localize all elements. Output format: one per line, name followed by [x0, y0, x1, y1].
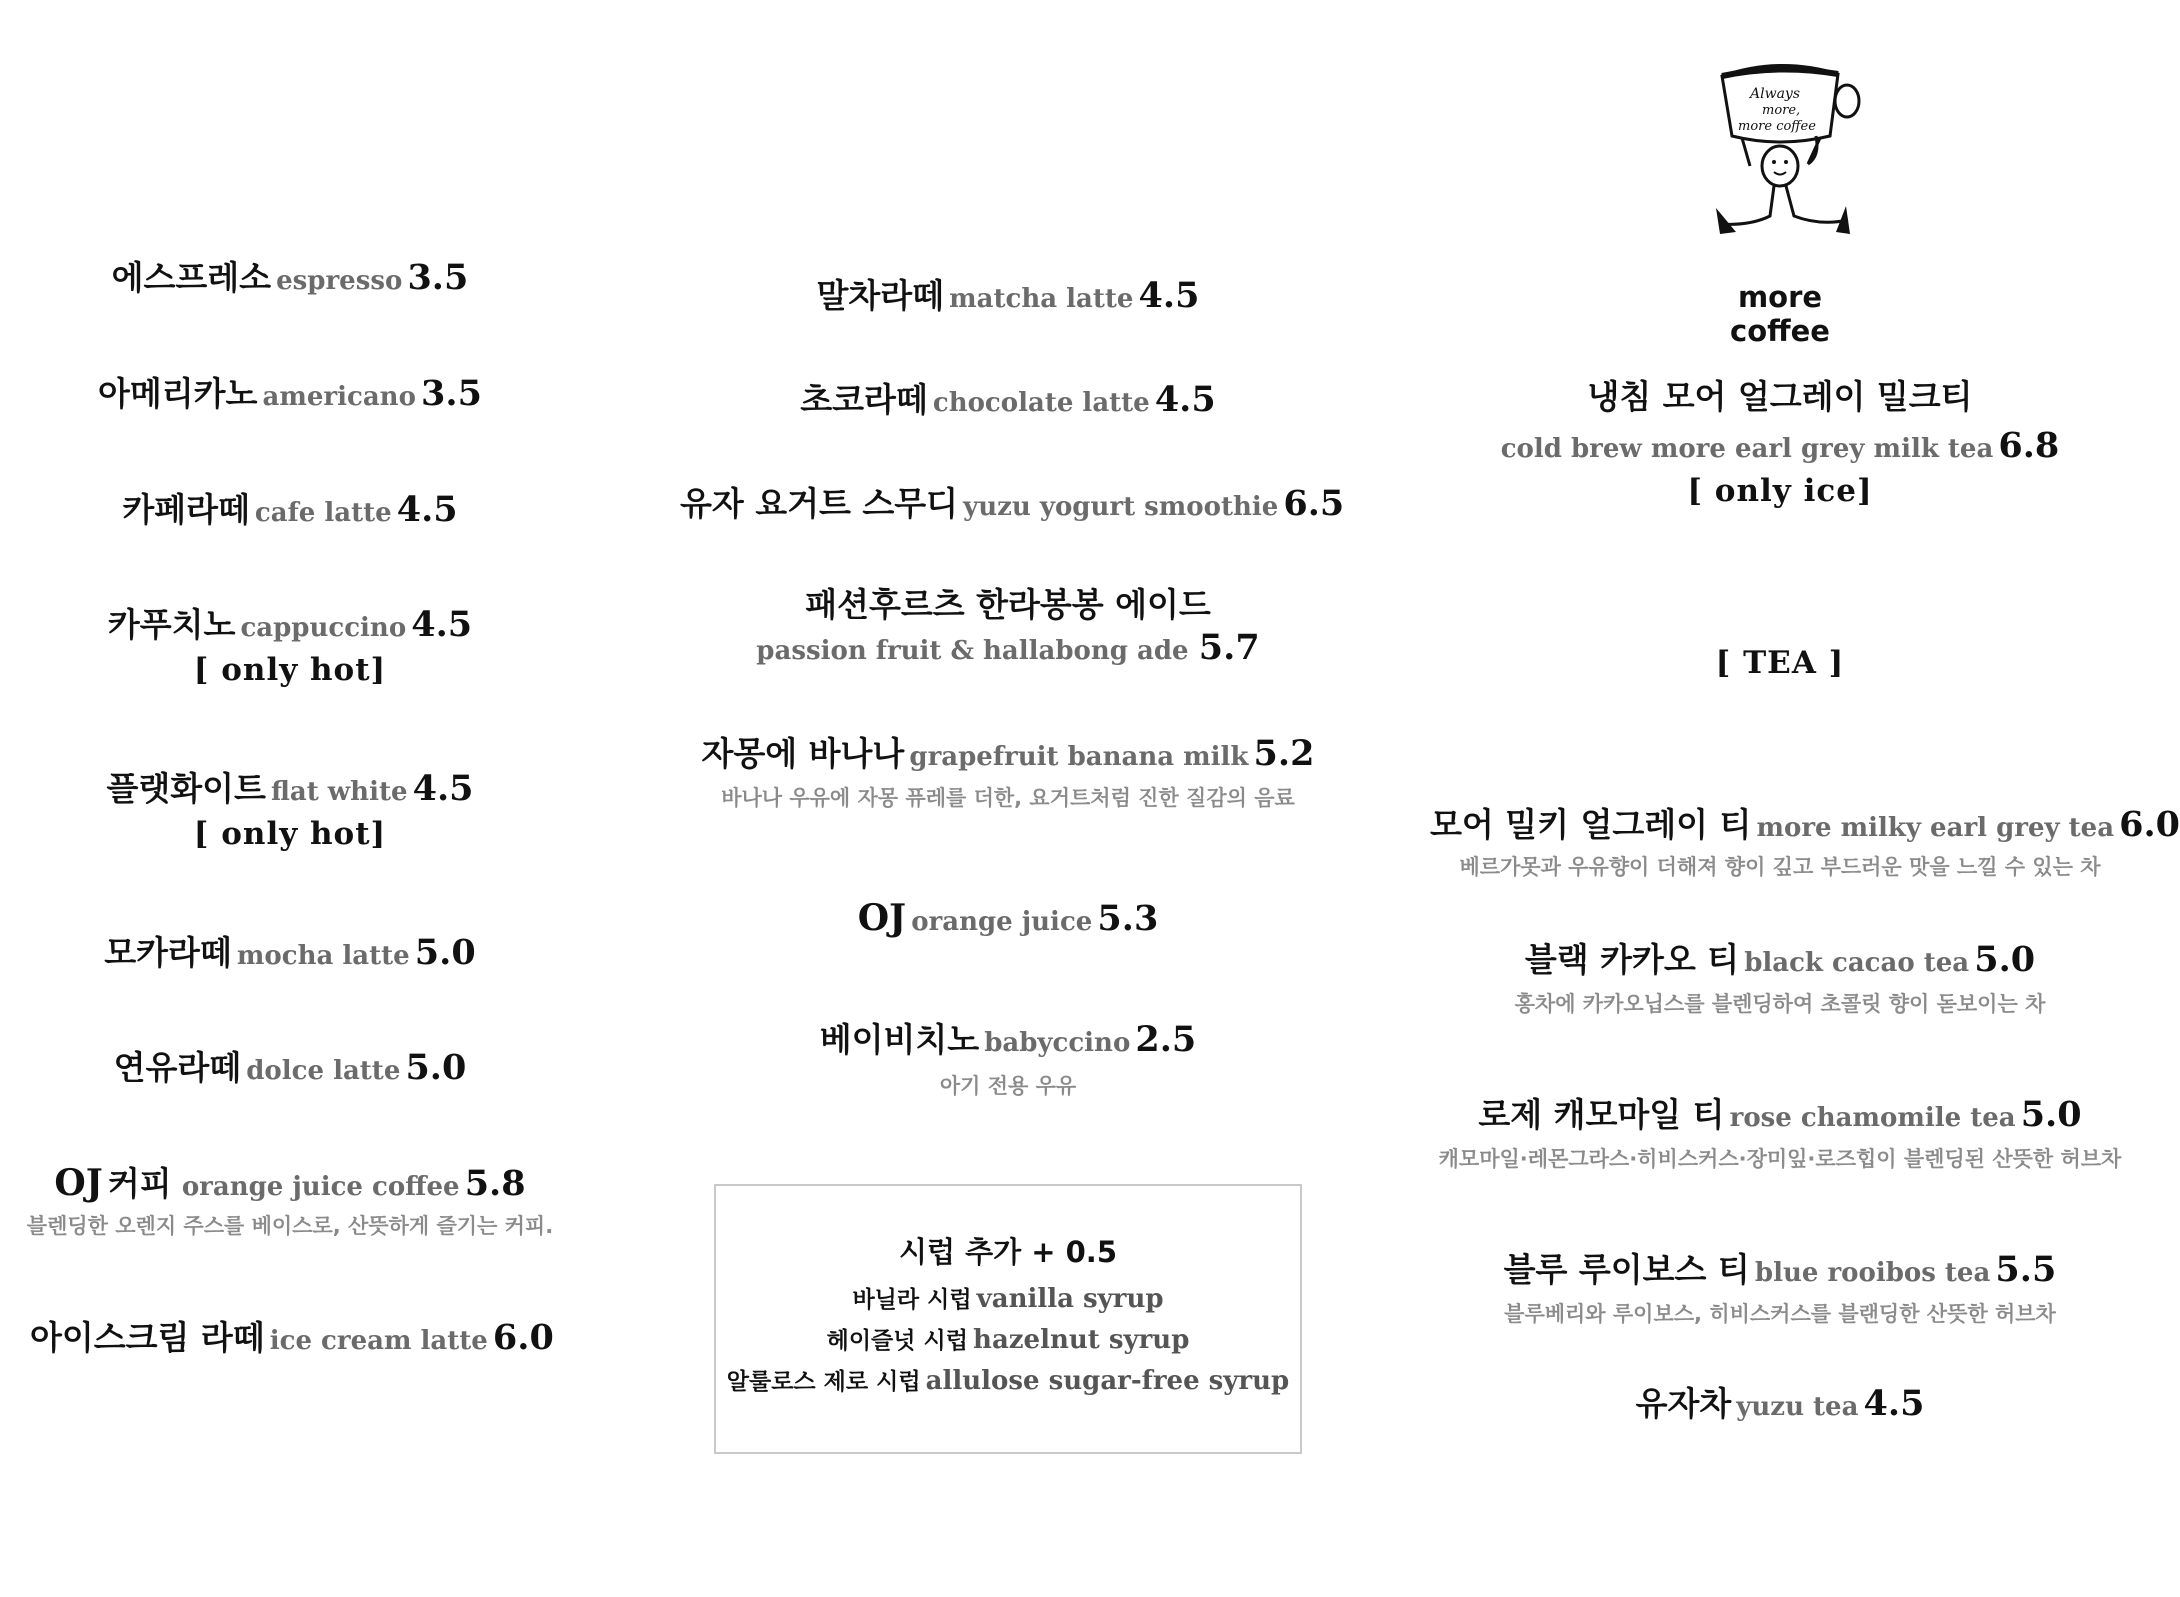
- item-name-en: orange juice: [911, 907, 1093, 937]
- menu-item-yuzu-yogurt-smoothie: [680, 483, 1345, 524]
- menu-item-flat-white: [50, 769, 530, 853]
- syrup-name-ko: 알룰로스 제로 시럽: [726, 1369, 921, 1395]
- menu-item-dolce-latte: [50, 1048, 530, 1088]
- item-name-ko: 로제 캐모마일 티: [1478, 1095, 1725, 1134]
- syrup-name-en: vanilla syrup: [976, 1284, 1164, 1314]
- menu-item-rose-chamomile-tea: [1430, 1095, 2130, 1171]
- menu-item-cold-brew-milk-tea: [1460, 378, 2100, 510]
- item-price: 5.0: [414, 932, 476, 973]
- svg-text:more coffee: more coffee: [1738, 119, 1816, 134]
- item-name-ko: 초코라떼: [800, 380, 928, 419]
- item-description: 바나나 우유에 자몽 퓨레를 더한, 요거트처럼 진한 질감의 음료: [721, 786, 1295, 811]
- syrup-name-en: hazelnut syrup: [973, 1325, 1190, 1355]
- item-price: 3.5: [407, 257, 469, 298]
- menu-item-chocolate-latte: [700, 380, 1316, 420]
- item-description: 홍차에 카카오닙스를 블렌딩하여 초콜릿 향이 돋보이는 차: [1514, 992, 2046, 1017]
- item-name-ko: 플랫화이트: [106, 769, 266, 808]
- syrup-name-en: allulose sugar-free syrup: [925, 1366, 1290, 1396]
- item-name-en: matcha latte: [949, 284, 1134, 314]
- menu-item-oj-coffee: [20, 1163, 560, 1239]
- menu-item-babyccino: [700, 1020, 1316, 1098]
- item-name-en: flat white: [270, 777, 408, 807]
- item-description: 블루베리와 루이보스, 히비스커스를 블랜딩한 산뜻한 허브차: [1504, 1302, 2056, 1327]
- item-name-en: passion fruit & hallabong ade: [756, 635, 1189, 666]
- item-name-ko: 블랙 카카오 티: [1524, 940, 1740, 979]
- item-price: 5.0: [405, 1047, 467, 1088]
- item-name-en: cappuccino: [240, 613, 407, 643]
- item-name-en: grapefruit banana milk: [909, 742, 1249, 772]
- item-name-ko: 블루 루이보스 티: [1503, 1250, 1750, 1289]
- item-name-ko: 냉침 모어 얼그레이 밀크티: [1587, 377, 1973, 416]
- brand-name: more coffee: [1730, 280, 1830, 348]
- item-price: 4.5: [1138, 275, 1200, 316]
- brand-logo: [1690, 56, 1870, 348]
- menu-item-milky-earl-grey: [1430, 804, 2180, 880]
- item-name-en: mocha latte: [236, 941, 410, 971]
- item-name-en: orange juice coffee: [181, 1172, 460, 1202]
- menu-item-yuzu-tea: [1460, 1384, 2100, 1424]
- item-name-en: rose chamomile tea: [1729, 1103, 2016, 1133]
- item-name-en: cafe latte: [254, 498, 392, 528]
- item-name-ko: 유자차: [1635, 1384, 1732, 1423]
- item-description: 아기 전용 우유: [939, 1074, 1077, 1099]
- item-price: 5.0: [1974, 939, 2036, 980]
- item-name-en: blue rooibos tea: [1754, 1258, 1991, 1288]
- item-price: 2.5: [1135, 1019, 1197, 1060]
- menu-item-orange-juice: [700, 898, 1316, 939]
- item-name-en: babyccino: [984, 1028, 1131, 1058]
- item-name-ko: 패션후르츠 한라봉봉 에이드: [805, 585, 1211, 624]
- item-name-en: espresso: [276, 266, 403, 296]
- syrup-option: [716, 1281, 1300, 1314]
- item-name-ko: 베이비치노: [819, 1020, 980, 1059]
- item-description: 베르가못과 우유향이 더해져 향이 깊고 부드러운 맛을 느낄 수 있는 차: [1459, 855, 2101, 880]
- item-name-en: yuzu yogurt smoothie: [963, 492, 1279, 522]
- item-price: 6.8: [1998, 424, 2060, 466]
- syrup-name-ko: 헤이즐넛 시럽: [826, 1328, 968, 1354]
- item-name-prefix: OJ: [54, 1162, 103, 1204]
- menu-item-ice-cream-latte: [30, 1317, 554, 1358]
- item-name-ko: 연유라떼: [113, 1048, 242, 1087]
- only-hot-tag: [ only hot]: [193, 652, 387, 689]
- coffee-cup-mascot-icon: [1690, 56, 1870, 276]
- item-name-ko: 말차라떼: [816, 276, 945, 315]
- menu-item-grapefruit-banana: [700, 734, 1316, 810]
- item-price: 4.5: [411, 604, 473, 645]
- item-name-prefix: OJ: [857, 897, 907, 939]
- item-name-en: americano: [262, 382, 416, 412]
- item-name-ko: 에스프레소: [111, 258, 272, 297]
- item-name-en: chocolate latte: [932, 388, 1150, 418]
- item-description: 블렌딩한 오렌지 주스를 베이스로, 산뜻하게 즐기는 커피.: [26, 1214, 554, 1239]
- item-price: 3.5: [421, 373, 482, 414]
- item-description: 캐모마일·레몬그라스·히비스커스·장미잎·로즈힙이 블렌딩된 산뜻한 허브차: [1438, 1147, 2122, 1172]
- item-name-en: more milky earl grey tea: [1756, 813, 2115, 843]
- item-name-ko: 모어 밀키 얼그레이 티: [1430, 805, 1752, 844]
- item-name-en: black cacao tea: [1744, 948, 1970, 978]
- item-name-en: ice cream latte: [269, 1326, 488, 1356]
- item-price: 4.5: [1154, 379, 1216, 420]
- svg-text:Always: Always: [1750, 86, 1801, 102]
- syrup-box: [714, 1184, 1302, 1454]
- menu-item-passion-fruit-ade: [700, 586, 1316, 668]
- item-price: 4.5: [412, 768, 474, 809]
- menu-item-black-cacao-tea: [1460, 940, 2100, 1016]
- item-name-ko: 커피: [107, 1164, 172, 1203]
- svg-text:more,: more,: [1762, 103, 1801, 118]
- item-price: 5.8: [464, 1163, 526, 1204]
- menu-item-mocha-latte: [50, 933, 530, 973]
- item-name-en: cold brew more earl grey milk tea: [1500, 433, 1994, 464]
- syrup-name-ko: 바닐라 시럽: [852, 1287, 972, 1313]
- item-name-ko: 자몽에 바나나: [701, 734, 905, 773]
- menu-item-blue-rooibos-tea: [1460, 1250, 2100, 1326]
- item-name-ko: 카푸치노: [107, 605, 236, 644]
- menu-item-cappuccino: [50, 605, 530, 689]
- syrup-option: [716, 1322, 1300, 1355]
- item-price: 6.0: [492, 1317, 554, 1358]
- item-name-en: yuzu tea: [1736, 1392, 1859, 1422]
- item-price: 4.5: [1863, 1383, 1925, 1424]
- item-price: 6.0: [2119, 804, 2180, 845]
- menu-item-cafe-latte: [50, 490, 530, 530]
- menu-item-espresso: [50, 258, 530, 298]
- item-price: 5.5: [1995, 1249, 2057, 1290]
- menu-item-americano: [50, 374, 530, 414]
- item-name-ko: 아이스크림 라떼: [30, 1318, 265, 1357]
- tea-section-heading: [ TEA ]: [1715, 645, 1845, 681]
- item-name-ko: 유자 요거트 스무디: [680, 484, 959, 523]
- item-price: 5.0: [2020, 1094, 2082, 1135]
- item-price: 6.5: [1283, 483, 1345, 524]
- item-name-ko: 아메리카노: [98, 374, 258, 413]
- menu-item-matcha-latte: [700, 276, 1316, 316]
- item-name-ko: 모카라떼: [104, 933, 232, 972]
- syrup-option: [716, 1363, 1300, 1396]
- item-price: 5.2: [1253, 733, 1315, 774]
- item-price: 5.3: [1097, 898, 1159, 939]
- item-price: 5.7: [1198, 626, 1260, 668]
- item-name-ko: 카페라떼: [122, 490, 250, 529]
- only-hot-tag: [ only hot]: [193, 816, 387, 853]
- only-ice-tag: [ only ice]: [1687, 473, 1873, 510]
- item-price: 4.5: [396, 489, 458, 530]
- item-name-en: dolce latte: [246, 1056, 401, 1086]
- syrup-title: 시럽 추가 + 0.5: [898, 1235, 1118, 1269]
